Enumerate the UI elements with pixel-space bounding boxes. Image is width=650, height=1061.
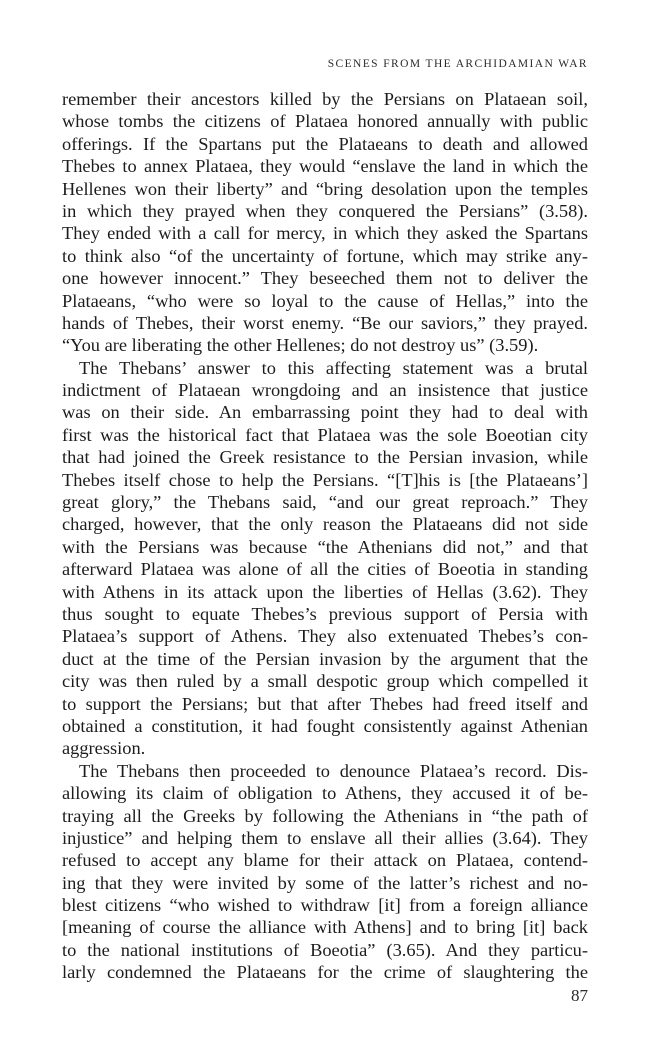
text-line: that had joined the Greek resistance to the Persian invasion, while bbox=[62, 447, 588, 468]
text-line: ing that they were invited by some of the latter’s richest and no- bbox=[62, 872, 588, 893]
text-line: indictment of Plataean wrongdoing and an insistence that justice bbox=[62, 380, 588, 401]
text-line: The Thebans’ answer to this affecting statement was a brutal bbox=[79, 357, 588, 378]
text-line: The Thebans then proceeded to denounce Plataea’s record. Dis- bbox=[79, 760, 588, 781]
text-line: remember their ancestors killed by the Persians on Plataean soil, bbox=[62, 89, 588, 109]
text-line: to think also “of the uncertainty of fortune, which may strike any- bbox=[62, 245, 588, 266]
text-line: “You are liberating the other Hellenes; do not destroy us” (3.59). bbox=[62, 335, 539, 356]
text-line: traying all the Greeks by following the Athenians in “the path of bbox=[62, 805, 588, 826]
text-line: one however innocent.” They beseeched them not to deliver the bbox=[62, 268, 588, 289]
paragraph-1 bbox=[62, 88, 588, 357]
text-line: Plataea’s support of Athens. They also extenuated Thebes’s con- bbox=[62, 626, 588, 647]
text-line: duct at the time of the Persian invasion by the argument that the bbox=[62, 648, 588, 669]
running-head: SCENES FROM THE ARCHIDAMIAN WAR bbox=[327, 58, 588, 70]
text-line: to support the Persians; but that after Thebes had freed itself and bbox=[62, 693, 588, 714]
text-line: Hellenes won their liberty” and “bring desolation upon the temples bbox=[62, 178, 588, 199]
text-line: with the Persians was because “the Athenians did not,” and that bbox=[62, 536, 588, 557]
text-line: city was then ruled by a small despotic group which compelled it bbox=[62, 671, 588, 692]
text-line: charged, however, that the only reason the Plataeans did not side bbox=[62, 514, 588, 535]
text-line: whose tombs the citizens of Plataea honored annually with public bbox=[62, 111, 588, 132]
paragraph-3 bbox=[62, 760, 588, 984]
text-line: [meaning of course the alliance with Athens] and to bring [it] back bbox=[62, 917, 588, 938]
text-line: Thebes to annex Plataea, they would “enslave the land in which the bbox=[62, 156, 588, 177]
text-line: with Athens in its attack upon the liberties of Hellas (3.62). They bbox=[62, 581, 588, 602]
text-line: offerings. If the Spartans put the Plataeans to death and allowed bbox=[62, 133, 588, 154]
text-line: to the national institutions of Boeotia” (3.65). And they particu- bbox=[62, 939, 588, 960]
text-line: afterward Plataea was alone of all the cities of Boeotia in standing bbox=[62, 559, 588, 580]
text-line: thus sought to equate Thebes’s previous support of Persia with bbox=[62, 603, 588, 624]
text-line: hands of Thebes, their worst enemy. “Be our saviors,” they prayed. bbox=[62, 312, 588, 333]
text-line: They ended with a call for mercy, in which they asked the Spartans bbox=[62, 223, 588, 244]
text-line: Plataeans, “who were so loyal to the cause of Hellas,” into the bbox=[62, 290, 588, 311]
text-line: larly condemned the Plataeans for the crime of slaughtering the bbox=[62, 962, 588, 983]
text-line: great glory,” the Thebans said, “and our great reproach.” They bbox=[62, 492, 588, 513]
text-line: refused to accept any blame for their attack on Plataea, contend- bbox=[62, 850, 588, 871]
text-line: blest citizens “who wished to withdraw [it] from a foreign alliance bbox=[62, 895, 588, 916]
body-text bbox=[62, 88, 588, 984]
text-line: injustice” and helping them to enslave all their allies (3.64). They bbox=[62, 827, 588, 848]
text-line: Thebes itself chose to help the Persians. “[T]his is [the Plataeans’] bbox=[62, 469, 588, 490]
page-number: 87 bbox=[571, 986, 588, 1005]
text-line: allowing its claim of obligation to Athens, they accused it of be- bbox=[62, 783, 588, 804]
text-line: first was the historical fact that Plataea was the sole Boeotian city bbox=[62, 424, 588, 445]
text-line: aggression. bbox=[62, 738, 146, 759]
text-line: in which they prayed when they conquered the Persians” (3.58). bbox=[62, 200, 588, 221]
paragraph-2 bbox=[62, 357, 588, 760]
text-line: obtained a constitution, it had fought consistently against Athenian bbox=[62, 715, 588, 736]
text-line: was on their side. An embarrassing point they had to deal with bbox=[62, 402, 588, 423]
